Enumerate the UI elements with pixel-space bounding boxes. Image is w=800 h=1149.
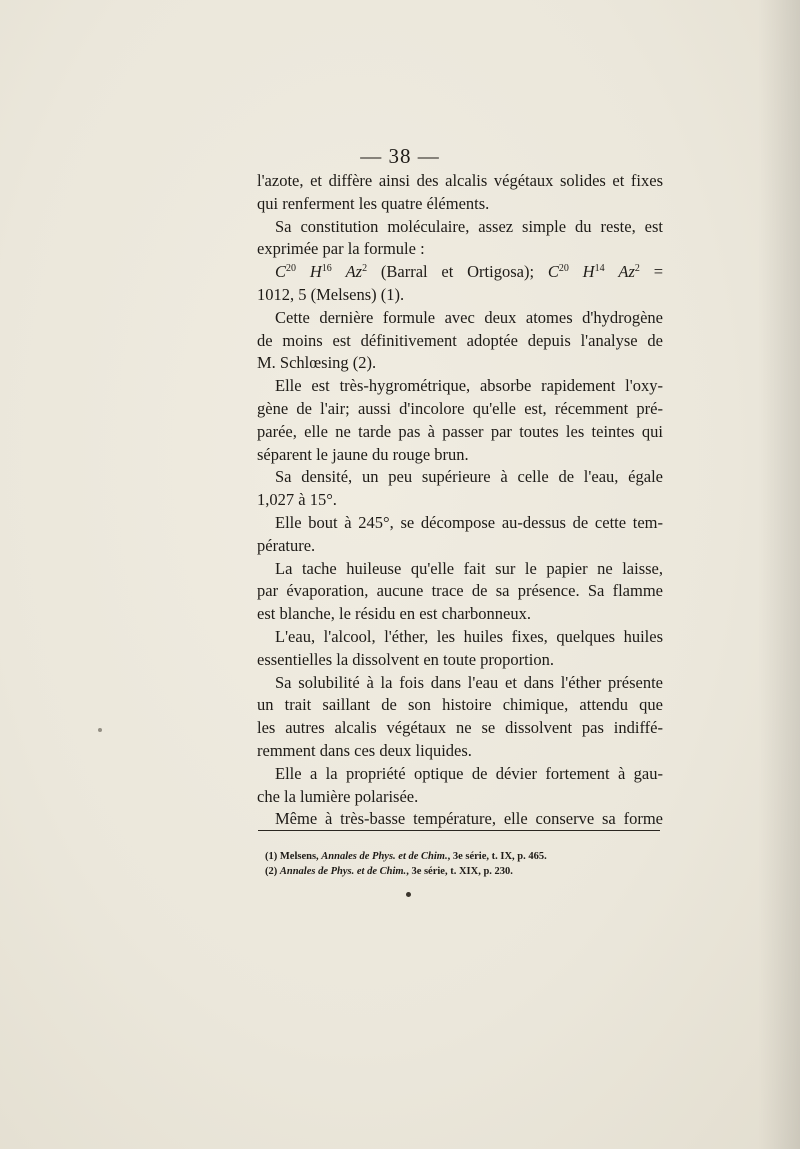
footnote-2: (2) Annales de Phys. et de Chim., 3e série, t. XIX, p. 230.	[265, 866, 513, 877]
text-line: Sa constitution moléculaire, assez simple du reste, est	[275, 216, 663, 236]
text-line: 1012, 5 (Melsens) (1).	[257, 284, 405, 304]
body-text	[257, 170, 663, 831]
text-line: Elle est très-hygrométrique, absorbe rapidement l'oxy-	[275, 376, 663, 396]
page-number: — 38 —	[360, 144, 440, 168]
text-line: Sa densité, un peu supérieure à celle de l'eau, égale	[275, 467, 663, 487]
text-line: de moins est définitivement adoptée depuis l'analyse de	[257, 330, 663, 350]
footnote-divider	[258, 830, 660, 831]
text-line: La tache huileuse qu'elle fait sur le papier ne laisse,	[275, 558, 663, 578]
text-line: l'azote, et diffère ainsi des alcalis végétaux solides et fixes	[257, 171, 663, 190]
text-line: che la lumière polarisée.	[257, 786, 419, 806]
ink-dot	[406, 892, 411, 897]
formula-line: $C^{20}$ $H^{16}$ Az$^2$ (Barral et Ortigosa); $C^{20}$ $H^{14}$ Az$^2$ =	[275, 262, 664, 282]
footnotes	[265, 849, 665, 879]
text-line: qui renferment les quatre éléments.	[257, 193, 490, 213]
text-line: essentielles la dissolvent en toute proportion.	[257, 649, 554, 669]
text-line: les autres alcalis végétaux ne se dissolvent pas indiffé-	[257, 718, 663, 738]
text-line: M. Schlœsing (2).	[257, 353, 377, 373]
text-line: séparent le jaune du rouge brun.	[257, 444, 469, 464]
text-line: par évaporation, aucune trace de sa présence. Sa flamme	[257, 581, 663, 601]
page-edge-shadow	[758, 0, 800, 1149]
text-line: exprimée par la formule :	[257, 239, 425, 259]
text-line: Elle a la propriété optique de dévier fortement à gau-	[275, 763, 663, 783]
text-line: Elle bout à 245°, se décompose au-dessus de cette tem-	[275, 512, 663, 532]
text-line: gène de l'air; aussi d'incolore qu'elle est, récemment pré-	[257, 398, 663, 418]
text-line: 1,027 à 15°.	[257, 490, 337, 510]
text-line: Cette dernière formule avec deux atomes d'hydrogène	[275, 307, 663, 327]
text-line: parée, elle ne tarde pas à passer par toutes les teintes qui	[257, 421, 663, 441]
text-line: est blanche, le résidu en est charbonneux.	[257, 604, 531, 624]
footnote-1: (1) Melsens, Annales de Phys. et de Chim., 3e série, t. IX, p. 465.	[265, 851, 547, 862]
text-line: L'eau, l'alcool, l'éther, les huiles fixes, quelques huiles	[275, 626, 663, 646]
text-line: remment dans ces deux liquides.	[257, 740, 472, 760]
text-line: Même à très-basse température, elle conserve sa forme	[275, 809, 663, 829]
text-line: un trait saillant de son histoire chimique, attendu que	[257, 695, 663, 715]
stray-ink-mark	[98, 728, 102, 732]
text-line: Sa solubilité à la fois dans l'eau et dans l'éther présente	[275, 672, 663, 692]
text-line: pérature.	[257, 535, 316, 555]
